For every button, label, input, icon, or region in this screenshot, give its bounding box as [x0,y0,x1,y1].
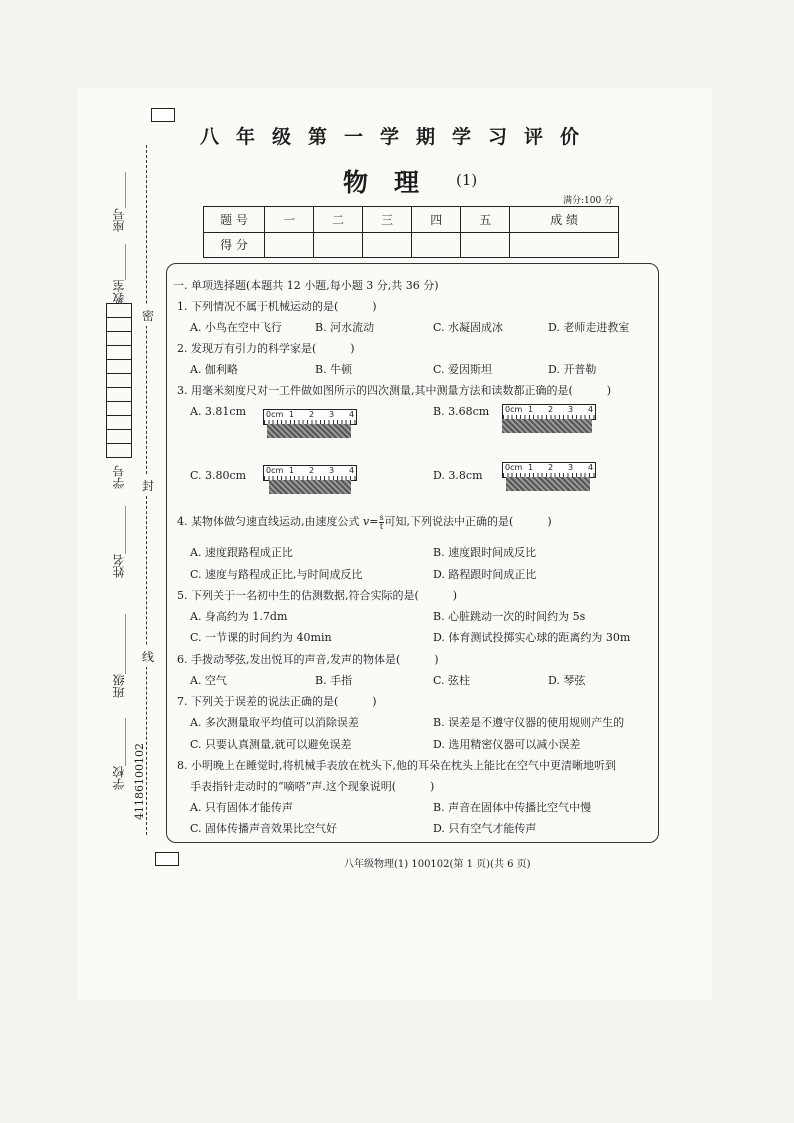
seal-word-xian: 线 [142,646,154,667]
option: D. 选用精密仪器可以减小误差 [433,738,581,751]
question-stem: 4. 某物体做匀速直线运动,由速度公式 [177,515,360,528]
score-table [203,206,619,258]
question-7 [177,693,377,709]
score-table-header-row [204,207,619,233]
score-table-score-row [204,232,619,258]
school-label: 学校 [112,766,126,790]
bracket-close: ) [452,589,458,602]
ruler-label: 4 [349,466,355,475]
ruler-label: 0cm [505,405,523,414]
ruler-label: 0cm [266,466,284,475]
ruler-label: 3 [568,405,574,414]
question-stem: 7. 下列关于误差的说法正确的是( [177,695,339,708]
formula-fraction [379,514,383,531]
student-no-field[interactable] [110,465,127,489]
workpiece [267,424,351,438]
question-8: 8. 小明晚上在睡觉时,将机械手表放在枕头下,他的耳朵在枕头上能比在空气中更清晰地听到 [177,759,616,772]
question-5 [177,587,457,603]
table-cell: 五 [461,207,510,233]
question-8-continued [190,778,434,794]
option: B. 3.68cm [433,405,490,418]
option: A. 空气 [190,674,227,687]
option: B. 手指 [315,674,353,687]
question-4 [177,513,552,531]
ruler-scale [263,465,357,481]
ruler-label: 1 [289,466,295,475]
section-heading: 一. 单项选择题(本题共 12 小题,每小题 3 分,共 36 分) [173,279,439,292]
ruler-label: 4 [588,405,594,414]
option: D. 琴弦 [548,674,586,687]
bracket-close: ) [372,300,377,313]
page-footer: 八年级物理(1) 100102(第 1 页)(共 6 页) [344,859,531,870]
ruler-label: 3 [329,466,335,475]
seal-word-mi: 密 [142,305,154,326]
fraction-numerator: s [379,512,384,522]
option: C. 速度与路程成正比,与时间成反比 [190,568,363,581]
student-code: 41186100102 [133,743,146,820]
question-1 [177,298,377,314]
score-input-cell[interactable] [510,232,619,258]
score-input-cell[interactable] [314,232,363,258]
score-input-cell[interactable] [363,232,412,258]
ruler-label: 4 [349,410,355,419]
ruler-label: 0cm [266,410,284,419]
name-label: 姓名 [112,554,126,578]
bracket-close: ) [606,384,612,397]
option: A. 伽利略 [190,363,238,376]
ruler-label: 1 [528,405,534,414]
room-field[interactable]: 教室______ [112,244,126,304]
option: D. 3.8cm [433,469,483,482]
option: C. 一节课的时间约为 40min [190,631,332,644]
full-score: 满分:100 分 [563,196,614,206]
bracket-close: ) [372,695,377,708]
question-stem: 3. 用毫米刻度尺对一工件做如图所示的四次测量,其中测量方法和读数都正确的是( [177,384,573,397]
table-cell: 四 [412,207,461,233]
formula-v: v= [363,515,379,528]
score-input-cell[interactable] [461,232,510,258]
ruler-label: 3 [329,410,335,419]
ruler-label: 0cm [505,463,523,472]
option: B. 误差是不遵守仪器的使用规则产生的 [433,716,625,729]
class-label: 班级 [112,674,126,698]
ruler-label: 2 [309,410,315,419]
option: B. 心脏跳动一次的时间约为 5s [433,610,586,623]
option: A. 3.81cm [190,405,247,418]
table-cell: 一 [265,207,314,233]
ruler-label: 3 [568,463,574,472]
option: D. 开普勒 [548,363,597,376]
ruler-figure-c [263,465,355,495]
ruler-label: 1 [289,410,295,419]
page-marker-top [151,108,175,122]
score-input-cell[interactable] [265,232,314,258]
seal-word-feng: 封 [142,475,154,496]
workpiece [502,419,592,433]
question-stem: 2. 发现万有引力的科学家是( [177,342,317,355]
question-6 [177,651,439,667]
workpiece [269,480,351,494]
question-stem: 6. 手拨动琴弦,发出悦耳的声音,发声的物体是( [177,653,401,666]
question-stem: 5. 下列关于一名初中生的估测数据,符合实际的是( [177,589,419,602]
option: D. 路程跟时间成正比 [433,568,537,581]
question-2 [177,340,355,356]
option: C. 爱因斯坦 [433,363,493,376]
ruler-figure-a [263,409,355,439]
option: C. 3.80cm [190,469,247,482]
school-field[interactable]: 学校________ [112,718,126,790]
option: B. 速度跟时间成反比 [433,546,537,559]
ruler-label: 1 [528,463,534,472]
option: D. 老师走进教室 [548,321,630,334]
ruler-scale [502,462,596,478]
seat-label: 座号 [112,208,126,232]
table-cell: 三 [363,207,412,233]
page-marker-bottom [155,852,179,866]
ruler-figure-d [502,462,594,492]
option: A. 速度跟路程成正比 [190,546,293,559]
option: C. 弦柱 [433,674,471,687]
exam-title: 八年级第一学期学习评价 [200,126,597,148]
ruler-label: 2 [548,405,554,414]
subject-title: 物理 [343,168,446,197]
option: A. 多次测量取平均值可以消除误差 [190,716,359,729]
ruler-figure-b [502,404,594,434]
score-input-cell[interactable] [412,232,461,258]
ruler-scale [263,409,357,425]
class-field[interactable]: 班级__________ [112,614,126,698]
seat-number-grid[interactable] [106,303,132,458]
option: D. 体育测试投掷实心球的距离约为 30m [433,631,631,644]
option: A. 只有固体才能传声 [190,801,293,814]
bracket-close: ) [434,653,439,666]
option: A. 小鸟在空中飞行 [190,321,282,334]
table-cell: 得 分 [204,232,265,258]
option: A. 身高约为 1.7dm [190,610,288,623]
option: D. 只有空气才能传声 [433,822,537,835]
option: C. 水凝固成冰 [433,321,504,334]
option: C. 固体传播声音效果比空气好 [190,822,338,835]
option: B. 河水流动 [315,321,375,334]
bracket-close: ) [430,780,435,793]
subject-number: (1) [456,171,478,189]
option: B. 声音在固体中传播比空气中慢 [433,801,592,814]
ruler-label: 2 [309,466,315,475]
bracket-close: ) [547,515,552,528]
bracket-close: ) [350,342,355,355]
student-no-label: 学号 [112,465,126,489]
name-field[interactable]: 姓名________ [112,506,126,578]
option: C. 只要认真测量,就可以避免误差 [190,738,352,751]
question-3 [177,382,611,398]
table-cell: 题 号 [204,207,265,233]
fraction-denominator: t [379,521,384,531]
ruler-label: 4 [588,463,594,472]
table-cell: 成 绩 [510,207,619,233]
seat-field[interactable]: 座号______ [112,172,126,232]
question-stem: 手表指针走动时的“嘀嗒”声.这个现象说明( [190,780,397,793]
room-label: 教室 [112,280,126,304]
workpiece [506,477,590,491]
ruler-label: 2 [548,463,554,472]
question-stem: 可知,下列说法中正确的是( [384,515,514,528]
ruler-scale [502,404,596,420]
question-stem: 1. 下列情况不属于机械运动的是( [177,300,339,313]
option: B. 牛顿 [315,363,353,376]
table-cell: 二 [314,207,363,233]
